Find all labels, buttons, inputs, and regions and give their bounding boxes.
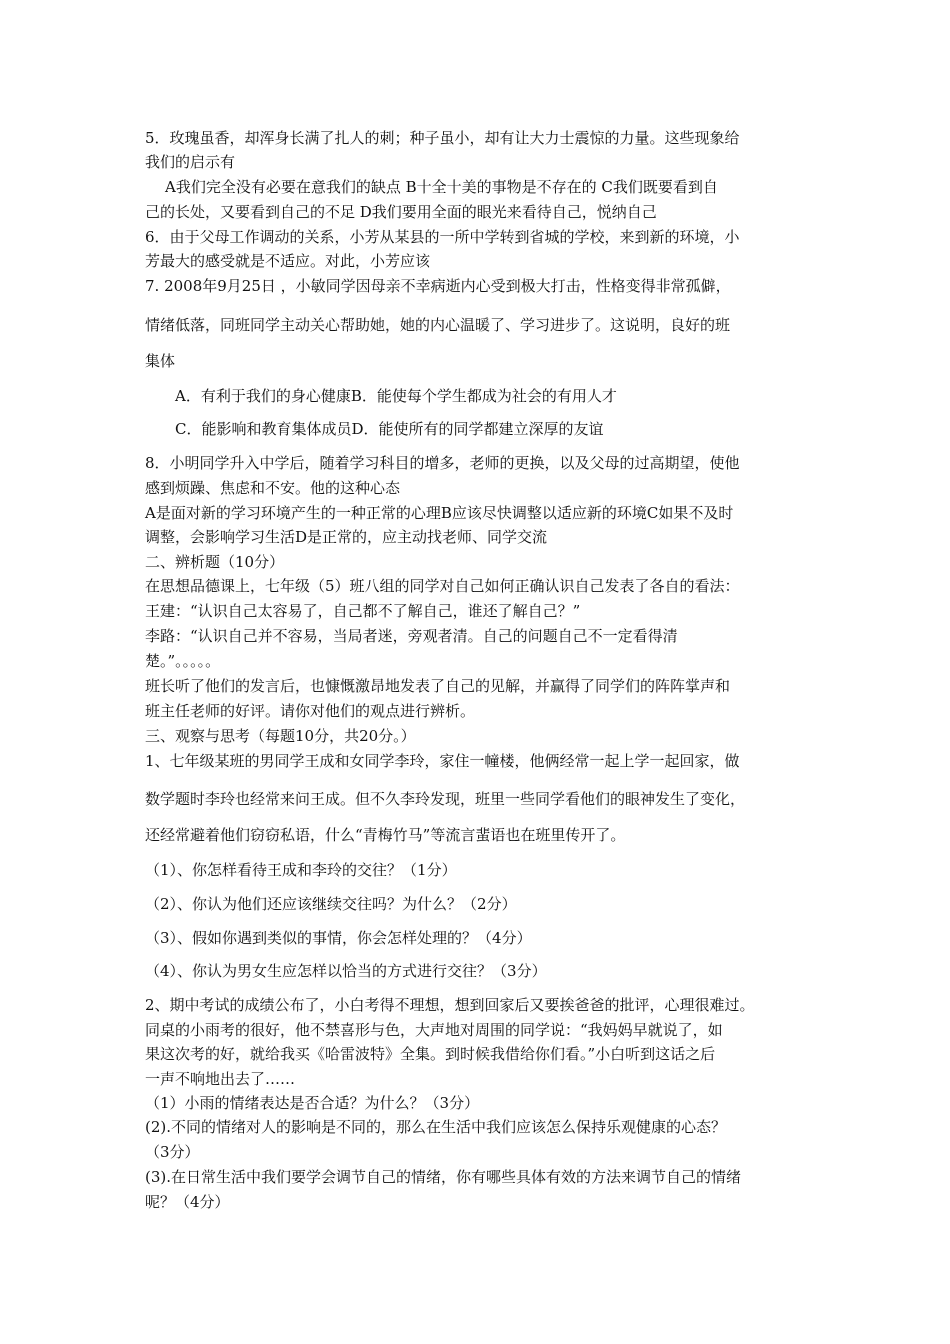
section-2-wangjian: 王建：“认识自己太容易了，自己都不了解自己，谁还了解自己？” bbox=[145, 602, 581, 620]
question-5-line-1: 5．玫瑰虽香，却浑身长满了扎人的刺；种子虽小，却有让大力士震惊的力量。这些现象给 bbox=[145, 129, 740, 147]
case-2-question-2-line-2: （3分） bbox=[145, 1143, 200, 1161]
case-2-question-2-line-1: (2).不同的情绪对人的影响是不同的，那么在生活中我们应该怎么保持乐观健康的心态？ bbox=[145, 1118, 727, 1136]
case-1-line-1: 1、七年级某班的男同学王成和女同学李玲，家住一幢楼，他俩经常一起上学一起回家，做 bbox=[145, 752, 740, 770]
case-2-line-3: 果这次考的好，就给我买《哈雷波特》全集。到时候我借给你们看。”小白听到这话之后 bbox=[145, 1045, 716, 1063]
question-7-line-1: 7. 2008年9月25日 ，小敏同学因母亲不幸病逝内心受到极大打击，性格变得非常孤僻， bbox=[145, 277, 731, 295]
question-8-line-2: 感到烦躁、焦虑和不安。他的这种心态 bbox=[145, 479, 401, 497]
question-6-line-2: 芳最大的感受就是不适应。对此，小芳应该 bbox=[145, 252, 431, 270]
question-7-options-cd: C．能影响和教育集体成员D．能使所有的同学都建立深厚的友谊 bbox=[175, 420, 604, 438]
case-2-question-1: （1）小雨的情绪表达是否合适？为什么？（3分） bbox=[145, 1094, 480, 1112]
question-8-options-line-2: 调整，会影响学习生活D是正常的，应主动找老师、同学交流 bbox=[145, 528, 548, 546]
case-1-line-3: 还经常避着他们窃窃私语，什么“青梅竹马”等流言蜚语也在班里传开了。 bbox=[145, 826, 626, 844]
section-2-monitor-line-2: 班主任老师的好评。请你对他们的观点进行辨析。 bbox=[145, 702, 476, 720]
question-7-line-2: 情绪低落，同班同学主动关心帮助她，她的内心温暖了、学习进步了。这说明，良好的班 bbox=[145, 316, 731, 334]
case-1-question-3: （3）、假如你遇到类似的事情，你会怎样处理的？（4分） bbox=[145, 929, 532, 947]
section-2-lilu-line-1: 李路：“认识自己并不容易，当局者迷，旁观者清。自己的问题自己不一定看得清 bbox=[145, 627, 678, 645]
question-8-line-1: 8．小明同学升入中学后，随着学习科目的增多，老师的更换，以及父母的过高期望，使他 bbox=[145, 454, 740, 472]
case-1-question-2: （2）、你认为他们还应该继续交往吗？为什么？（2分） bbox=[145, 895, 517, 913]
section-2-monitor-line-1: 班长听了他们的发言后，也慷慨激昂地发表了自己的见解，并赢得了同学们的阵阵掌声和 bbox=[145, 677, 731, 695]
case-2-line-1: 2、期中考试的成绩公布了，小白考得不理想，想到回家后又要挨爸爸的批评，心理很难过。 bbox=[145, 996, 755, 1014]
question-5-options-line-1: A我们完全没有必要在意我们的缺点 B十全十美的事物是不存在的 C我们既要看到自 bbox=[165, 178, 718, 196]
question-5-options-line-2: 己的长处，又要看到自己的不足 D我们要用全面的眼光来看待自己，悦纳自己 bbox=[145, 203, 657, 221]
case-1-question-4: （4）、你认为男女生应怎样以恰当的方式进行交往？（3分） bbox=[145, 962, 547, 980]
case-1-line-2: 数学题时李玲也经常来问王成。但不久李玲发现，班里一些同学看他们的眼神发生了变化， bbox=[145, 790, 746, 808]
question-6-line-1: 6．由于父母工作调动的关系，小芳从某县的一所中学转到省城的学校，来到新的环境，小 bbox=[145, 228, 740, 246]
question-5-line-2: 我们的启示有 bbox=[145, 153, 236, 171]
case-2-line-4: 一声不响地出去了…… bbox=[145, 1070, 296, 1088]
section-2-intro: 在思想品德课上，七年级（5）班八组的同学对自己如何正确认识自己发表了各自的看法： bbox=[145, 577, 740, 595]
section-2-lilu-line-2: 楚。”。。。。。 bbox=[145, 652, 221, 670]
question-7-options-ab: A．有利于我们的身心健康B．能使每个学生都成为社会的有用人才 bbox=[175, 387, 617, 405]
case-2-question-3-line-2: 呢？（4分） bbox=[145, 1193, 230, 1211]
section-3-heading: 三、观察与思考（每题10分，共20分。） bbox=[145, 727, 416, 745]
question-8-options-line-1: A是面对新的学习环境产生的一种正常的心理B应该尽快调整以适应新的环境C如果不及时 bbox=[145, 504, 734, 522]
question-7-line-3: 集体 bbox=[145, 352, 176, 370]
section-2-heading: 二、辨析题（10分） bbox=[145, 553, 285, 571]
case-1-question-1: （1）、你怎样看待王成和李玲的交往？（1分） bbox=[145, 861, 457, 879]
case-2-question-3-line-1: (3).在日常生活中我们要学会调节自己的情绪，你有哪些具体有效的方法来调节自己的情绪 bbox=[145, 1168, 742, 1186]
case-2-line-2: 同桌的小雨考的很好，他不禁喜形与色，大声地对周围的同学说：“我妈妈早就说了，如 bbox=[145, 1021, 723, 1039]
